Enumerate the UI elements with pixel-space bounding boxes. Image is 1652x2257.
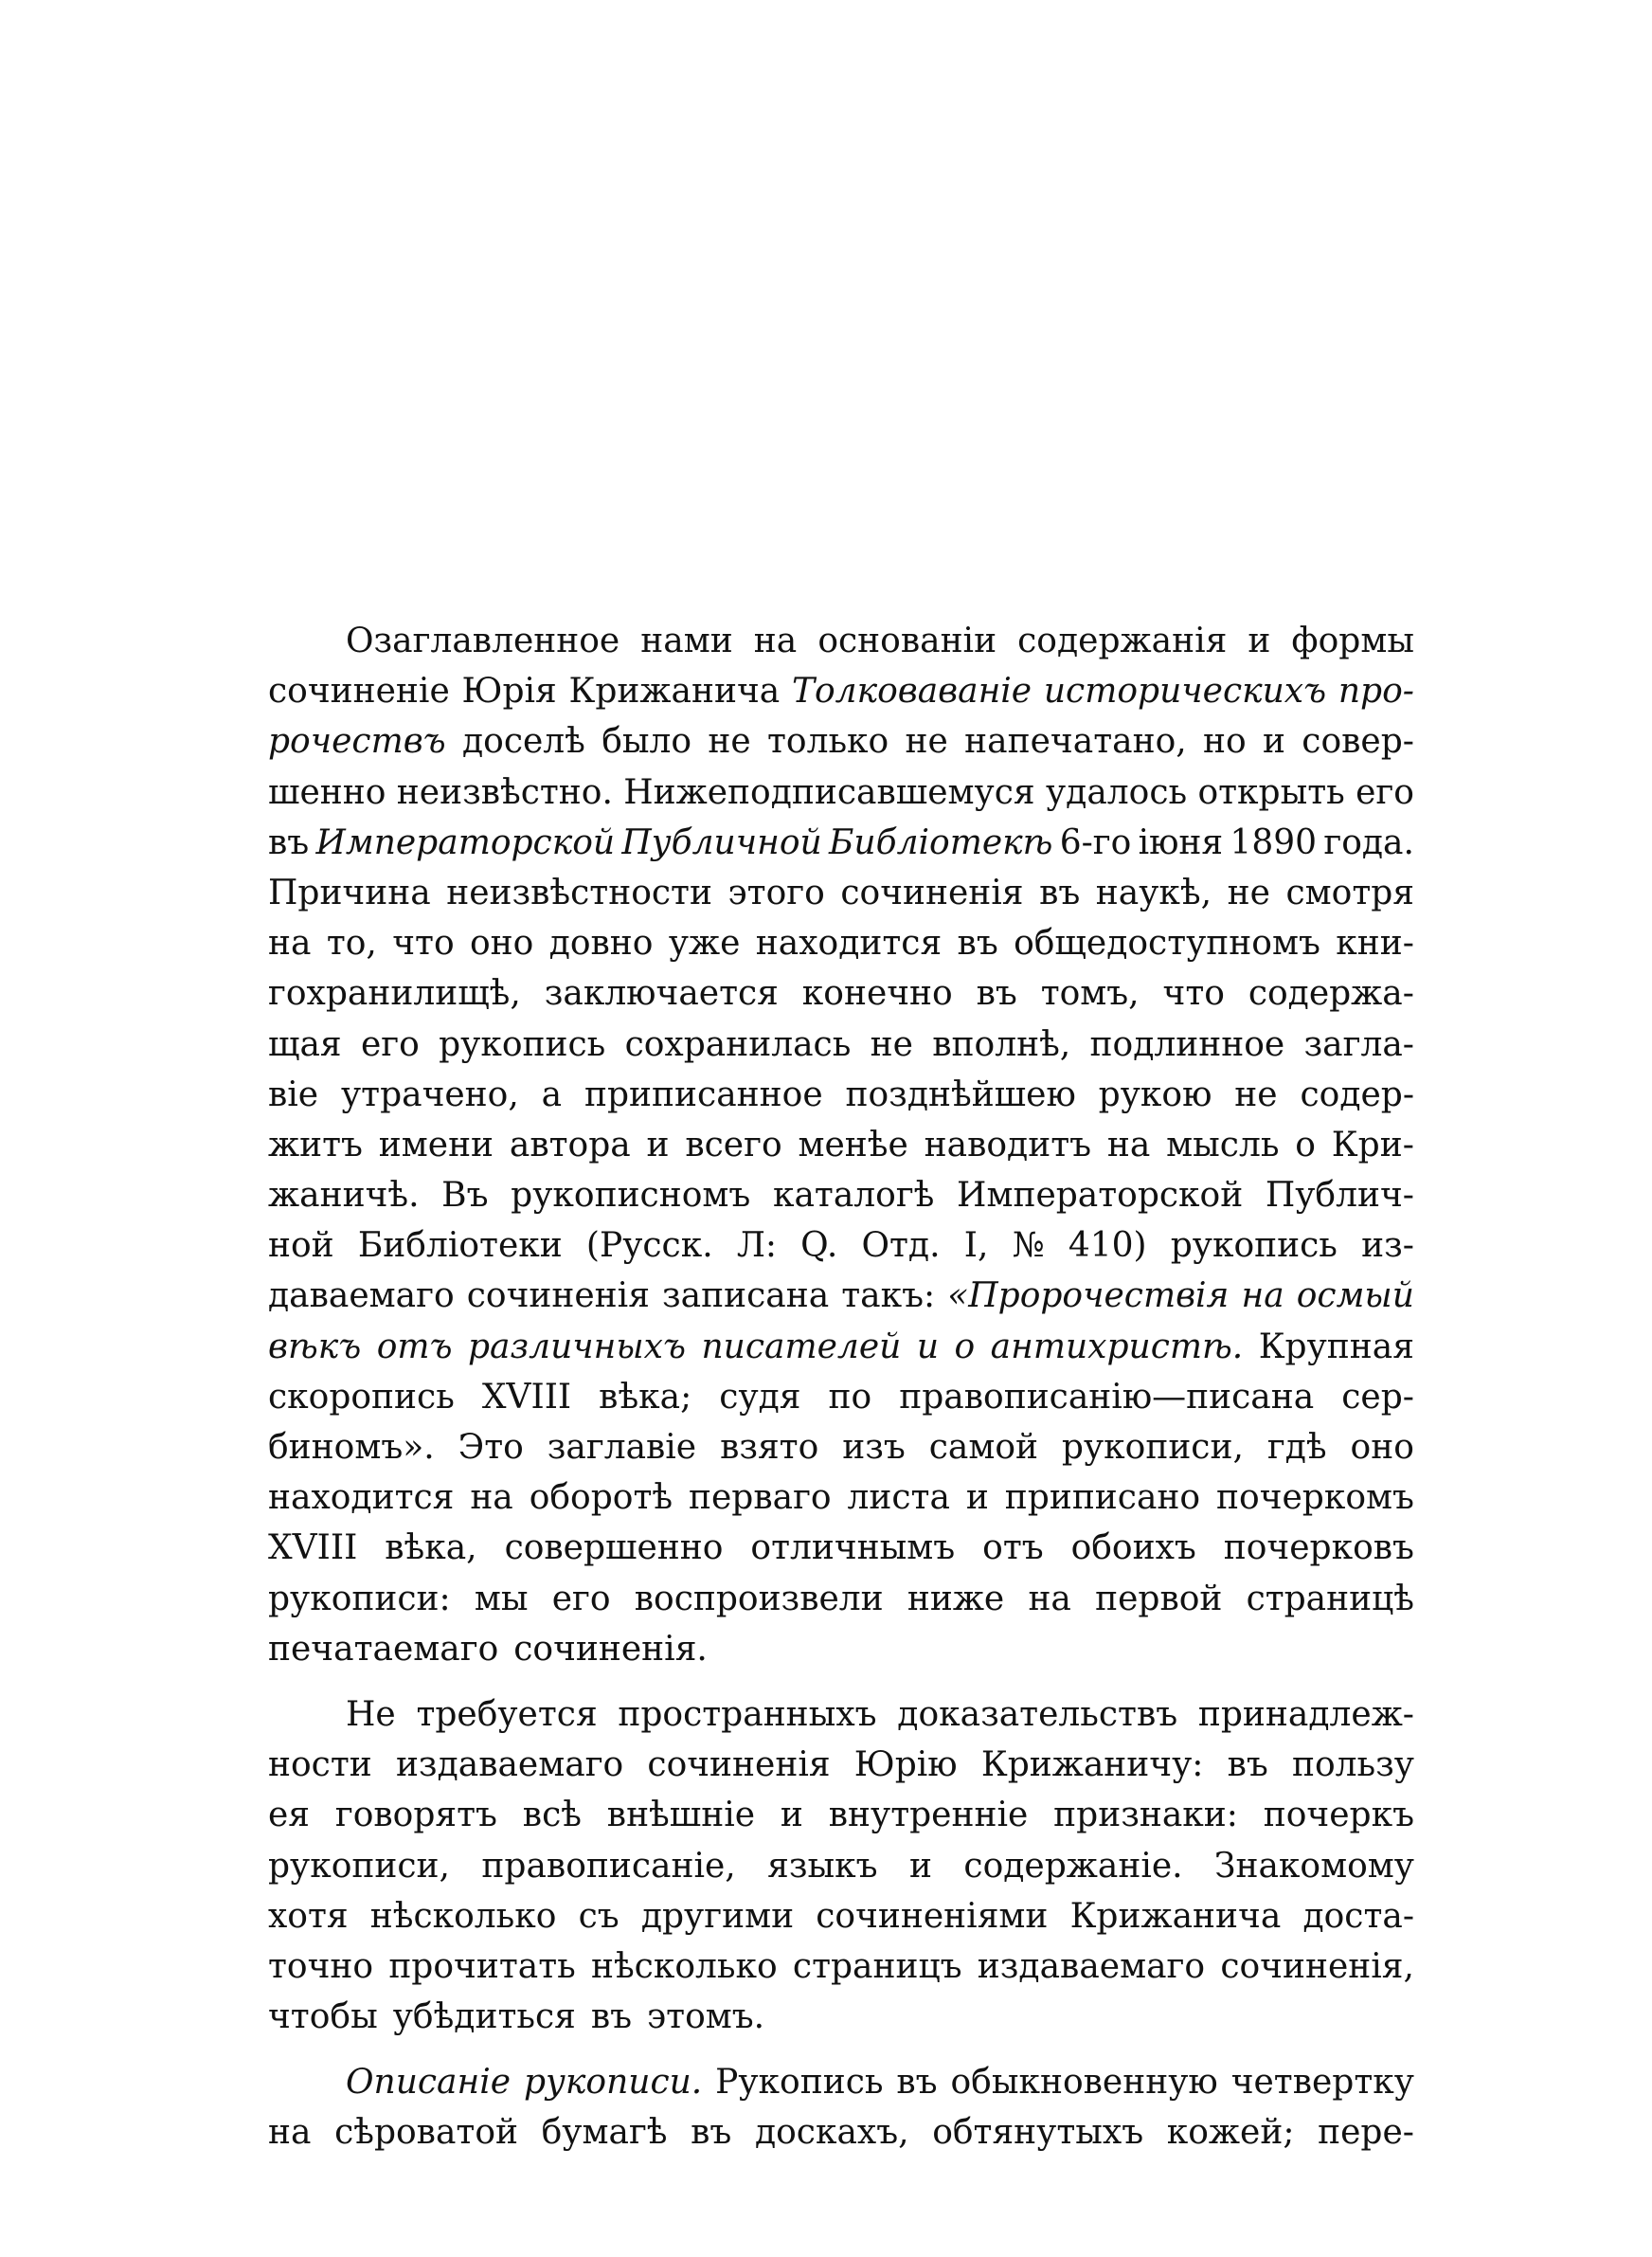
word: Крижаничу: (980, 1745, 1204, 1785)
word: не (870, 1024, 913, 1064)
word: хотя (268, 1896, 349, 1936)
word: гдѣ (1266, 1428, 1327, 1467)
word: нами (640, 622, 733, 660)
word: отличнымъ (750, 1528, 956, 1568)
word: бумагѣ (541, 2113, 668, 2153)
word: пользу (1291, 1745, 1414, 1785)
word: въ (976, 974, 1017, 1014)
text-line (268, 968, 1414, 1019)
word: открыть (1197, 772, 1345, 812)
word: судя (719, 1377, 801, 1417)
word: и (965, 1478, 989, 1518)
word: Не (346, 1694, 396, 1734)
word: доста- (1302, 1896, 1414, 1936)
word: историческихъ (1043, 672, 1327, 712)
word: «Пророчествія (947, 1276, 1230, 1316)
word: его (1356, 772, 1414, 812)
word: первой (1095, 1579, 1223, 1618)
word: принадлеж- (1197, 1694, 1414, 1734)
word: мы (474, 1579, 529, 1618)
word: четвертку (1230, 2063, 1414, 2103)
text-line (268, 2107, 1414, 2158)
word: печатаемаго (268, 1629, 499, 1669)
word: Библіотеки (357, 1226, 563, 1266)
word: внутренніе (828, 1796, 1029, 1835)
word: Q. (800, 1226, 838, 1266)
word: и (916, 1327, 939, 1366)
word: Императорской (315, 822, 616, 862)
word: содержаніе. (963, 1846, 1183, 1886)
word: не (1234, 1074, 1278, 1114)
word: заглавіе (547, 1428, 697, 1467)
word: ея (268, 1796, 311, 1835)
word: неизвѣстно. (396, 772, 613, 812)
word: Кри- (1331, 1125, 1414, 1165)
text-line (268, 1992, 1414, 2042)
text-line (268, 868, 1414, 918)
word: вѣкъ (268, 1327, 362, 1366)
word: содержа- (1248, 974, 1414, 1014)
text-line (268, 1689, 1414, 1740)
word: издаваемаго (395, 1745, 624, 1785)
word: требуется (416, 1694, 598, 1734)
word: антихристѣ. (990, 1327, 1244, 1366)
word: сочиненія, (1220, 1946, 1414, 1986)
word: такъ: (841, 1276, 936, 1316)
word: менѣе (798, 1125, 908, 1165)
word: взято (720, 1428, 819, 1467)
text-line (268, 918, 1414, 968)
word: конечно (801, 974, 953, 1014)
word: только (767, 722, 889, 762)
word: Причина (268, 873, 431, 912)
word: обыкновенную (950, 2063, 1218, 2103)
text-line (268, 1941, 1414, 1992)
word: на (753, 622, 798, 660)
word: вполнѣ, (932, 1024, 1071, 1064)
word: автора (509, 1125, 631, 1165)
word: совершенно (504, 1528, 724, 1568)
word: на (1106, 1125, 1151, 1165)
word: томъ, (1040, 974, 1140, 1014)
word: приписанное (584, 1074, 823, 1114)
text-line (268, 1322, 1414, 1372)
word: прочитать (388, 1946, 576, 1986)
word: внѣшніе (606, 1796, 756, 1835)
text-line (268, 1170, 1414, 1220)
word: что (1162, 974, 1225, 1014)
word: находится (755, 924, 943, 964)
word: и (1262, 722, 1285, 762)
word: находится (268, 1478, 455, 1518)
word: оборотѣ (529, 1478, 673, 1518)
text-line (268, 1472, 1414, 1523)
word: рукою (1098, 1074, 1212, 1114)
word: общедоступномъ (1014, 924, 1320, 964)
word: доскахъ, (754, 2113, 909, 2153)
word: въ (1227, 1745, 1268, 1785)
word: из- (1361, 1226, 1414, 1266)
word: сочиненія. (513, 1629, 708, 1669)
word: доселѣ (461, 722, 585, 762)
word: различныхъ (468, 1327, 686, 1366)
text-line (268, 616, 1414, 666)
text-line (268, 666, 1414, 716)
word: имени (378, 1125, 494, 1165)
word: неизвѣстности (446, 873, 712, 912)
word: страницѣ (1246, 1579, 1414, 1618)
word: вѣка, (385, 1528, 477, 1568)
word: 410) (1068, 1226, 1147, 1266)
text-line (268, 1070, 1414, 1120)
word: про- (1338, 672, 1414, 712)
text-line (268, 1422, 1414, 1472)
word: Знакомому (1214, 1846, 1414, 1886)
word: рукописи: (268, 1579, 451, 1618)
word: а (541, 1074, 563, 1114)
word: каталогѣ (772, 1176, 935, 1216)
word: содержанія (1017, 622, 1228, 660)
word: шенно (268, 772, 386, 812)
word: точно (268, 1946, 374, 1986)
word: сочиненіями (816, 1896, 1049, 1936)
word: (Русск. (585, 1226, 713, 1266)
word: Рукопись (715, 2063, 884, 2103)
word: говорятъ (334, 1796, 497, 1835)
word: и (908, 1846, 932, 1886)
word: позднѣйшею (845, 1074, 1076, 1114)
word: рукописи, (1061, 1428, 1244, 1467)
word: № (1012, 1226, 1045, 1266)
word: Публичной (621, 822, 822, 862)
word: другими (640, 1896, 795, 1936)
word: обтянутыхъ (932, 2113, 1144, 2153)
word: совер- (1302, 722, 1414, 762)
word: его (360, 1024, 420, 1064)
word: оно (469, 924, 534, 964)
word: отъ (982, 1528, 1044, 1568)
word: почерковъ (1223, 1528, 1414, 1568)
word: сер- (1341, 1377, 1414, 1417)
word: напечатано, (964, 722, 1187, 762)
word: съ (578, 1896, 620, 1936)
word: Озаглавленное (346, 622, 620, 660)
text-line (268, 1624, 1414, 1674)
word: смотря (1285, 873, 1414, 912)
text-line (268, 1841, 1414, 1891)
word: Крижанича (1069, 1896, 1282, 1936)
word: оно (1350, 1428, 1414, 1467)
word: I, (963, 1226, 989, 1266)
word: почеркъ (1263, 1796, 1414, 1835)
word: не (708, 722, 751, 762)
text-line (268, 1574, 1414, 1624)
word: основаніи (817, 622, 997, 660)
word: правописаніе, (481, 1846, 736, 1886)
word: не (905, 722, 948, 762)
text-line (268, 1120, 1414, 1170)
text-line (268, 716, 1414, 767)
word: перваго (689, 1478, 832, 1518)
word: удалось (1045, 772, 1188, 812)
word: изъ (842, 1428, 906, 1467)
word: жаничѣ. (268, 1176, 420, 1216)
word: доказательствъ (897, 1694, 1178, 1734)
word: нѣсколько (590, 1946, 778, 1986)
word: записана (661, 1276, 830, 1316)
word: 6-го (1059, 822, 1132, 862)
word: чтобы (268, 1997, 378, 2037)
word: пере- (1318, 2113, 1414, 2153)
word: утрачено, (340, 1074, 519, 1114)
word: на (470, 1478, 513, 1518)
word: въ (957, 924, 998, 964)
word: рукописномъ (511, 1176, 751, 1216)
word: года. (1323, 822, 1414, 862)
word: въ (268, 822, 310, 862)
word: XVIII (481, 1377, 572, 1417)
word: Отд. (861, 1226, 941, 1266)
word: Крупная (1258, 1327, 1414, 1366)
word: рукопись (1170, 1226, 1338, 1266)
word: сохранилась (624, 1024, 852, 1064)
word: воспроизвели (634, 1579, 884, 1618)
word: обоихъ (1070, 1528, 1196, 1568)
word: заключается (544, 974, 779, 1014)
text-line (268, 1891, 1414, 1941)
word: правописанію—писана (899, 1377, 1315, 1417)
word: не (1227, 873, 1270, 912)
word: почеркомъ (1216, 1478, 1414, 1518)
text-line (268, 1020, 1414, 1070)
word: довно (548, 924, 654, 964)
word: вѣка; (599, 1377, 692, 1417)
word: отъ (376, 1327, 453, 1366)
word: и (780, 1796, 803, 1835)
word: ности (268, 1745, 372, 1785)
word: въ (1039, 873, 1081, 912)
word: кожей; (1166, 2113, 1295, 2153)
word: сѣроватой (334, 2113, 518, 2153)
word: его (551, 1579, 611, 1618)
word: на (268, 924, 312, 964)
word: житъ (268, 1125, 363, 1165)
word: листа (847, 1478, 950, 1518)
word: издаваемаго (977, 1946, 1206, 1986)
word: языкъ (767, 1846, 878, 1886)
word: формы (1291, 622, 1414, 660)
word: сочиненія (647, 1745, 831, 1785)
word: Крижанича (568, 672, 781, 712)
word: наукѣ, (1095, 873, 1212, 912)
word: рукописи. (523, 2063, 703, 2103)
word: рукописи, (268, 1846, 450, 1886)
word: этомъ. (647, 1997, 765, 2037)
word: загла- (1303, 1024, 1414, 1064)
word: и (646, 1125, 670, 1165)
word: осмый (1296, 1276, 1414, 1316)
body-text (268, 616, 1414, 2158)
word: 1890 (1230, 822, 1318, 862)
text-line (268, 767, 1414, 818)
word: убѣдиться (392, 1997, 576, 2037)
word: Юрію (853, 1745, 958, 1785)
word: сочиненіе (268, 672, 450, 712)
word: признаки: (1053, 1796, 1238, 1835)
word: ниже (907, 1579, 1005, 1618)
word: сочиненія (840, 873, 1024, 912)
text-line (268, 1372, 1414, 1422)
word: но (1203, 722, 1247, 762)
word: уже (668, 924, 741, 964)
word: всѣ (522, 1796, 582, 1835)
word: рочествъ (268, 722, 446, 762)
word: въ (691, 2113, 732, 2153)
word: кни- (1336, 924, 1414, 964)
word: на (268, 2113, 312, 2153)
word: самой (928, 1428, 1038, 1467)
word: Библіотекѣ (828, 822, 1053, 862)
word: Толковаваніе (791, 672, 1032, 712)
word: скоропись (268, 1377, 455, 1417)
word: этого (727, 873, 825, 912)
text-line (268, 1271, 1414, 1321)
word: Въ (441, 1176, 489, 1216)
word: писателей (701, 1327, 902, 1366)
word: въ (896, 2063, 938, 2103)
paragraph (268, 616, 1414, 1674)
word: страницъ (792, 1946, 962, 1986)
word: о (954, 1327, 976, 1366)
word: рукопись (439, 1024, 606, 1064)
word: ной (268, 1226, 334, 1266)
text-line (268, 1740, 1414, 1790)
word: на (1241, 1276, 1284, 1316)
word: наводитъ (924, 1125, 1092, 1165)
word: гохранилищѣ, (268, 974, 521, 1014)
word: Это (458, 1428, 524, 1467)
word: віе (268, 1074, 319, 1114)
word: щая (268, 1024, 342, 1064)
word: то, (326, 924, 377, 964)
word: Публич- (1265, 1176, 1414, 1216)
word: приписано (1004, 1478, 1201, 1518)
word: Императорской (957, 1176, 1244, 1216)
word: Нижеподписавшемуся (623, 772, 1035, 812)
word: по (828, 1377, 872, 1417)
text-line (268, 2057, 1414, 2107)
paragraph (268, 1689, 1414, 2042)
word: нѣсколько (369, 1896, 557, 1936)
paragraph (268, 2057, 1414, 2158)
word: XVIII (268, 1528, 358, 1568)
word: содер- (1300, 1074, 1414, 1114)
word: іюня (1138, 822, 1224, 862)
text-line (268, 1523, 1414, 1573)
word: Л: (736, 1226, 777, 1266)
word: сочиненія (466, 1276, 650, 1316)
word: Юрія (461, 672, 557, 712)
text-line (268, 1220, 1414, 1271)
word: мысль (1166, 1125, 1280, 1165)
word: подлинное (1089, 1024, 1285, 1064)
word: пространныхъ (618, 1694, 877, 1734)
word: въ (590, 1997, 633, 2037)
text-line (268, 1790, 1414, 1840)
word: что (392, 924, 455, 964)
word: Описаніе (346, 2063, 512, 2103)
word: биномъ». (268, 1428, 435, 1467)
word: всего (685, 1125, 782, 1165)
word: о (1295, 1125, 1316, 1165)
word: было (602, 722, 692, 762)
word: на (1028, 1579, 1071, 1618)
text-line (268, 818, 1414, 868)
word: даваемаго (268, 1276, 455, 1316)
word: и (1248, 622, 1271, 660)
